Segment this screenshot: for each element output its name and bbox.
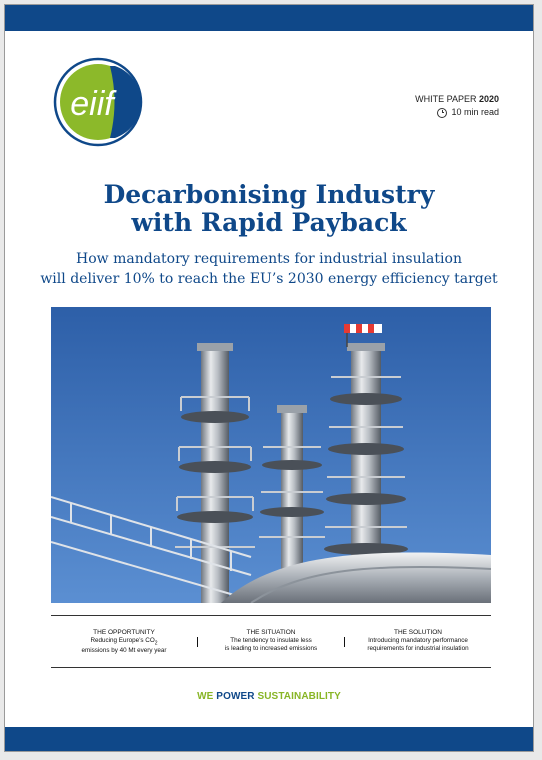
industrial-columns-photo: [51, 307, 491, 603]
read-time: [437, 106, 499, 119]
subtitle-line-1: How mandatory requirements for industrial insulation: [76, 251, 462, 267]
solution-line-1: Introducing mandatory performance: [368, 637, 468, 644]
solution-heading: THE SOLUTION: [393, 629, 443, 636]
white-paper-cover: [4, 4, 534, 752]
paper-meta: [415, 93, 499, 122]
opportunity-line-1: [51, 637, 197, 647]
co2-subscript: 2: [154, 640, 158, 647]
opportunity-heading: THE OPPORTUNITY: [93, 629, 155, 636]
situation-line-2: is leading to increased emissions: [224, 645, 318, 652]
title-line-1: Decarbonising Industry: [103, 180, 435, 209]
opportunity-line-2: emissions by 40 Mt every year: [81, 647, 167, 655]
paper-label: [415, 93, 499, 106]
divider-bottom: [51, 667, 491, 668]
subtitle-line-2: will deliver 10% to reach the EU’s 2030 energy efficiency target: [40, 271, 498, 287]
title-line-2: with Rapid Payback: [131, 208, 407, 237]
tagline-word-2: POWER: [216, 691, 255, 702]
clock-icon: [437, 108, 447, 118]
tagline-word-1: WE: [197, 691, 214, 702]
page-title: [5, 181, 533, 237]
eiif-logo: [53, 57, 143, 147]
read-time-text: 10 min read: [451, 107, 499, 117]
paper-year: 2020: [478, 94, 499, 104]
tagline: [5, 691, 533, 702]
opportunity-line-1-text: Reducing Europe’s CO: [90, 637, 155, 644]
bottom-band: [5, 727, 533, 751]
opportunity-column: [51, 629, 197, 659]
situation-line-1: The tendency to insulate less: [230, 637, 312, 644]
top-band: [5, 5, 533, 31]
logo-text: eiif: [70, 85, 114, 123]
solution-column: [345, 629, 491, 659]
summary-columns: [51, 629, 491, 659]
paper-label-prefix: WHITE PAPER: [415, 94, 477, 104]
tagline-word-3: SUSTAINABILITY: [257, 691, 341, 702]
page-subtitle: [5, 249, 533, 289]
situation-heading: THE SITUATION: [246, 629, 296, 636]
divider-top: [51, 615, 491, 616]
situation-column: [198, 629, 344, 659]
solution-line-2: requirements for industrial insulation: [367, 645, 469, 652]
